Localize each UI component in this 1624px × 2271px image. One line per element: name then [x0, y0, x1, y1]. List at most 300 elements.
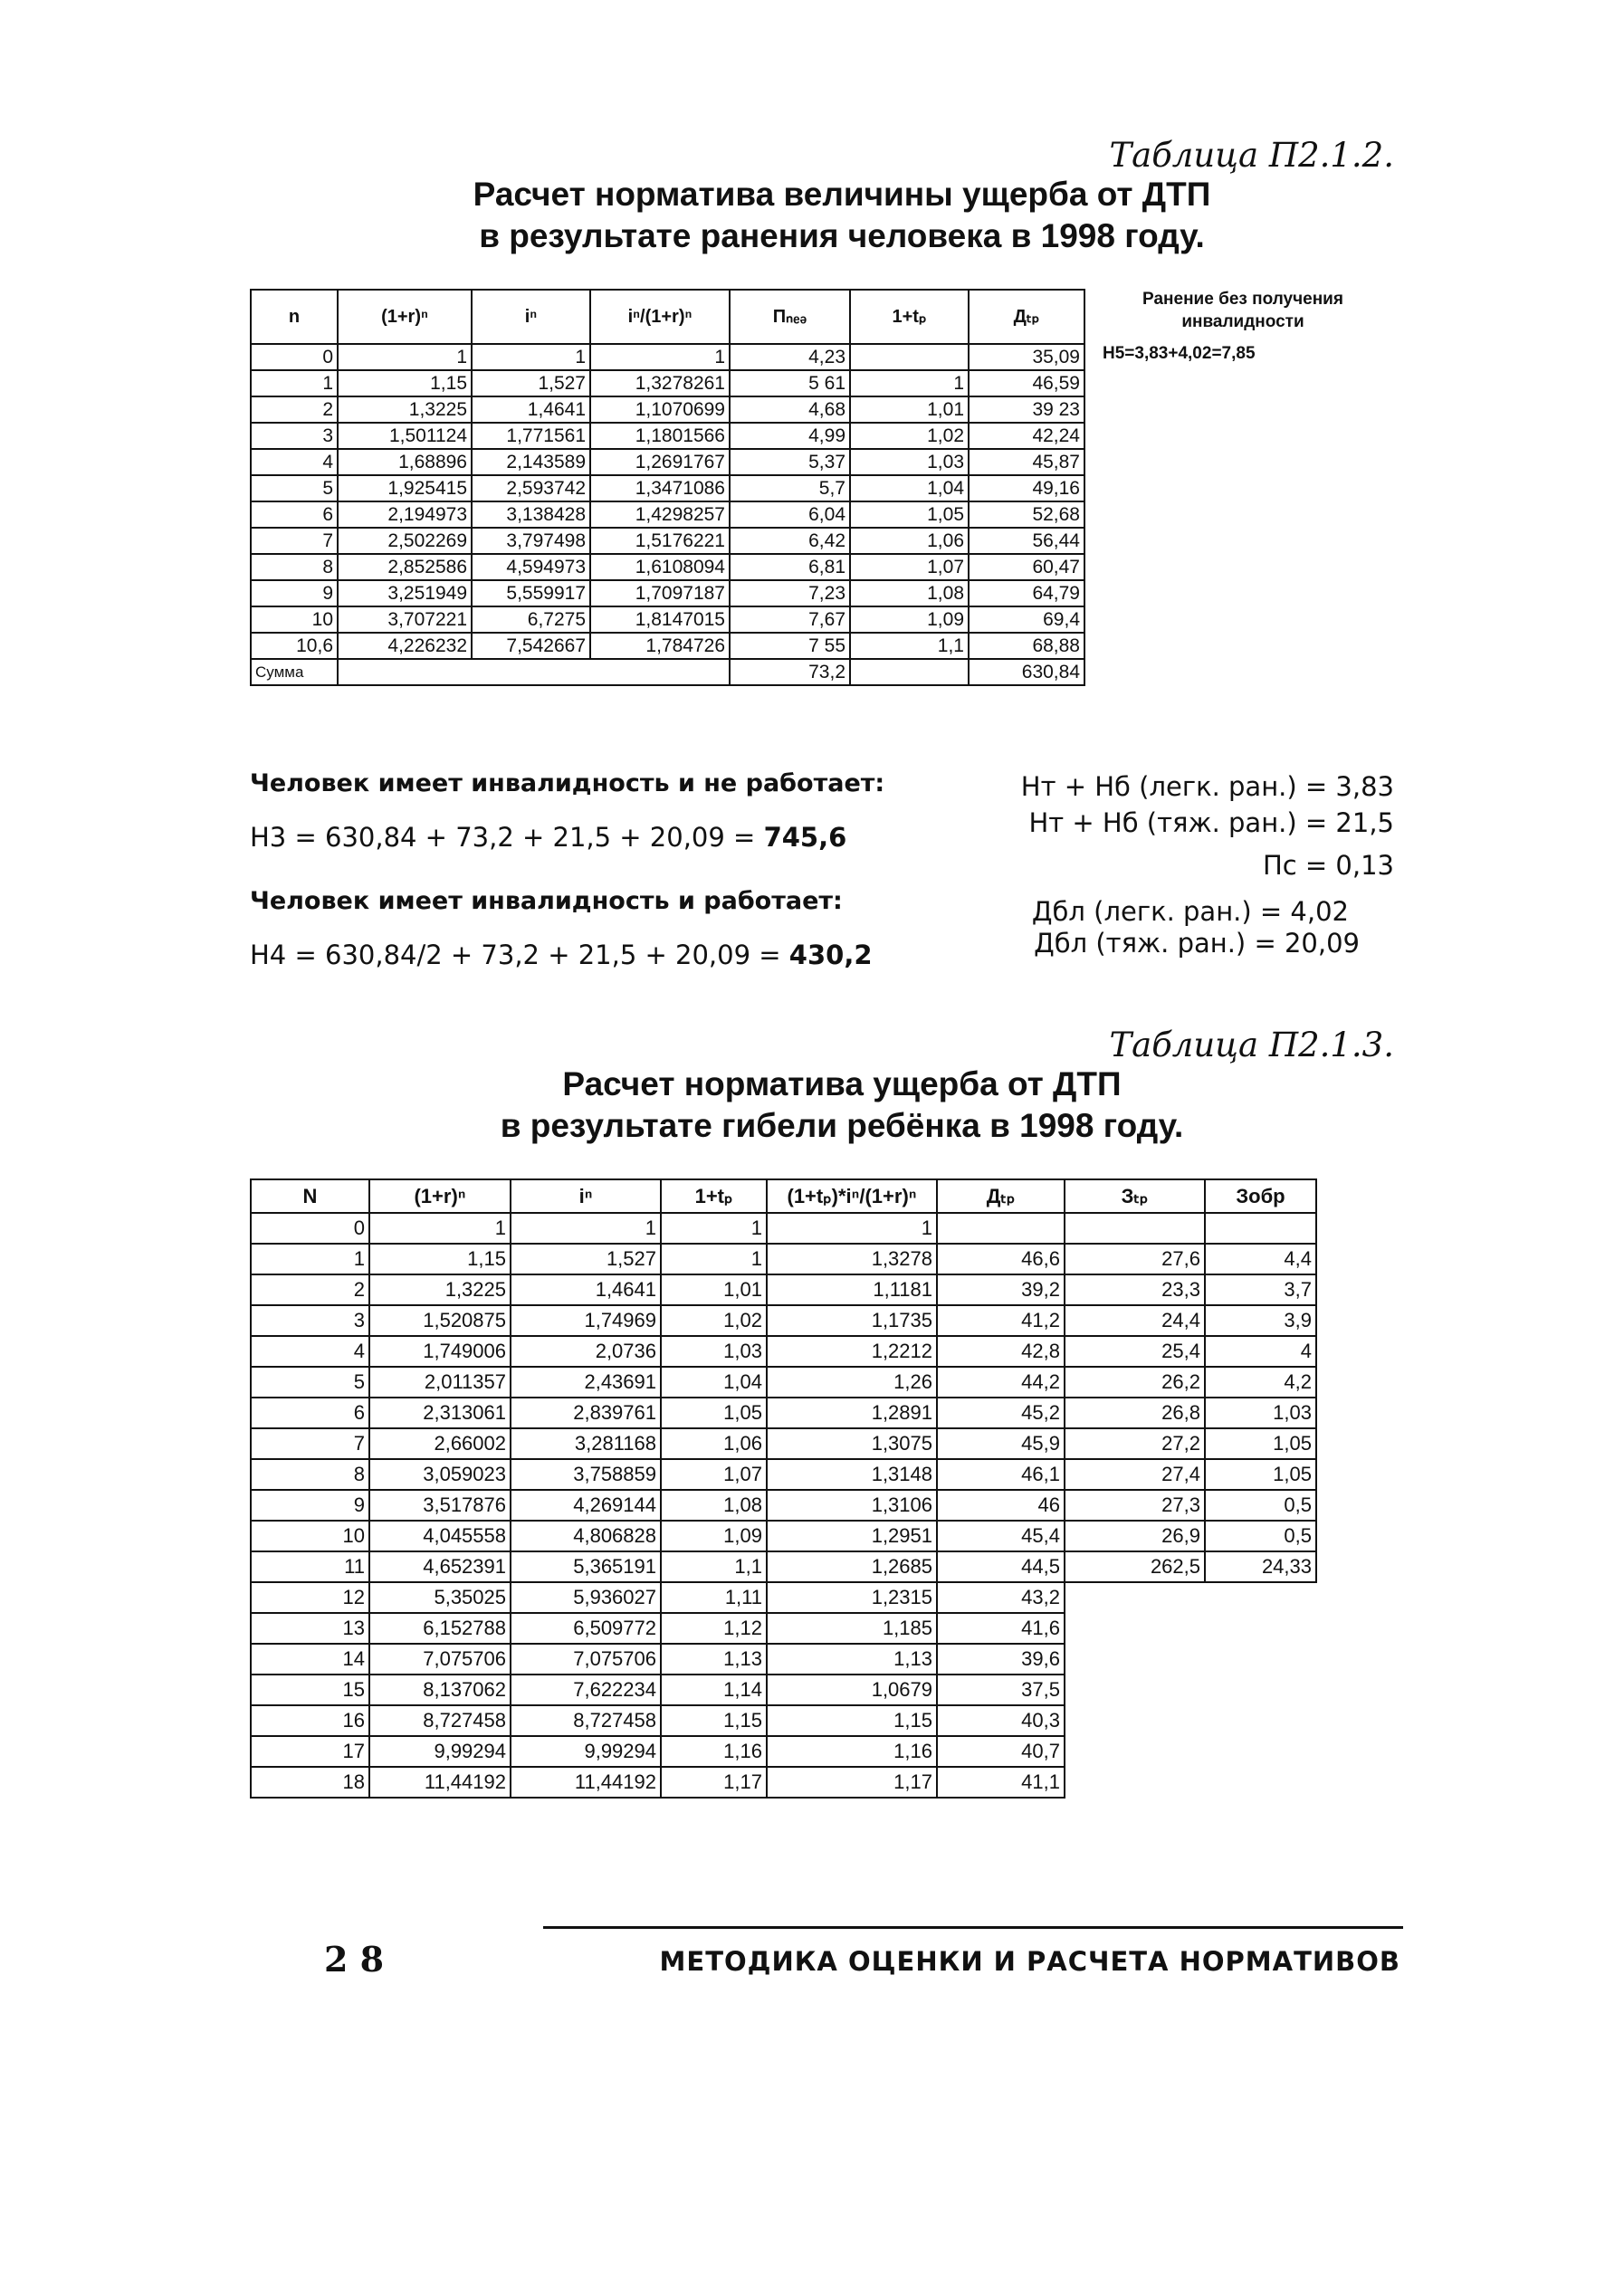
table2-row: [251, 1521, 1316, 1551]
table1-sum-d: 630,84: [969, 659, 1084, 685]
table1-cell: 1: [251, 370, 338, 396]
table2-row: [251, 1244, 1316, 1274]
table1-cell: 2: [251, 396, 338, 423]
table2-cell: [1065, 1582, 1205, 1613]
table2-cell: 4,269144: [511, 1490, 661, 1521]
table2-cell: 0: [251, 1213, 369, 1244]
table1-row: [251, 423, 1084, 449]
table1-cell: 1,02: [850, 423, 969, 449]
table2-cell: 1,16: [661, 1736, 767, 1767]
table2-header-cell: Зобр: [1205, 1179, 1316, 1213]
table1-cell: 1: [338, 344, 472, 370]
h4-formula-expr: Н4 = 630,84/2 + 73,2 + 21,5 + 20,09 =: [250, 940, 789, 970]
table2-cell: 17: [251, 1736, 369, 1767]
table2-cell: 23,3: [1065, 1274, 1205, 1305]
table1-cell: 60,47: [969, 554, 1084, 580]
table1-cell: 1: [850, 370, 969, 396]
table1-cell: 1,06: [850, 528, 969, 554]
table2-cell: 1,749006: [369, 1336, 511, 1367]
table1-cell: 1,3471086: [590, 475, 730, 501]
table1-sum-empty: [338, 659, 730, 685]
table2-row: [251, 1274, 1316, 1305]
table2-cell: 1,05: [661, 1398, 767, 1428]
table1-cell: 3,251949: [338, 580, 472, 606]
table2-row: [251, 1490, 1316, 1521]
table2-cell: [1065, 1213, 1205, 1244]
table2-row: [251, 1459, 1316, 1490]
table2-cell: 1,185: [767, 1613, 937, 1644]
table1-row: [251, 370, 1084, 396]
table2-header-cell: Дₜₚ: [937, 1179, 1065, 1213]
table2-cell: 1,13: [767, 1644, 937, 1675]
table1-cell: 6,04: [730, 501, 850, 528]
table1-header-cell: Дₜₚ: [969, 290, 1084, 344]
table1-cell: 1,15: [338, 370, 472, 396]
table1-header-row: [251, 290, 1084, 344]
table2-cell: 5,35025: [369, 1582, 511, 1613]
table1-note-formula: Н5=3,83+4,02=7,85: [1103, 344, 1256, 363]
table2-cell: 27,3: [1065, 1490, 1205, 1521]
table2-cell: 4,4: [1205, 1244, 1316, 1274]
table2-cell: 46,6: [937, 1244, 1065, 1274]
table2-cell: 7,622234: [511, 1675, 661, 1705]
table1-cell: 6,42: [730, 528, 850, 554]
table1-cell: [850, 344, 969, 370]
table1-cell: 1: [472, 344, 590, 370]
table2-row: [251, 1398, 1316, 1428]
table2-cell: 46: [937, 1490, 1065, 1521]
table2-header-cell: iⁿ: [511, 1179, 661, 1213]
table1-header-cell: 1+tₚ: [850, 290, 969, 344]
table2-cell: 1,2891: [767, 1398, 937, 1428]
table2-cell: 9: [251, 1490, 369, 1521]
table2-cell: 7,075706: [511, 1644, 661, 1675]
table1-note: [1103, 288, 1383, 333]
table2-cell: 7,075706: [369, 1644, 511, 1675]
table1-cell: 4,226232: [338, 633, 472, 659]
table1-row: [251, 344, 1084, 370]
table2-header-cell: Зₜₚ: [1065, 1179, 1205, 1213]
table2-cell: 26,2: [1065, 1367, 1205, 1398]
table1-cell: 2,593742: [472, 475, 590, 501]
table2-cell: 27,2: [1065, 1428, 1205, 1459]
table2-header-cell: (1+tₚ)*iⁿ/(1+r)ⁿ: [767, 1179, 937, 1213]
table2-cell: [1205, 1675, 1316, 1705]
table1-cell: 1,05: [850, 501, 969, 528]
table1-cell: 4,23: [730, 344, 850, 370]
table2-cell: 2,43691: [511, 1367, 661, 1398]
table2-cell: 1,13: [661, 1644, 767, 1675]
table2-cell: 39,2: [937, 1274, 1065, 1305]
table1-cell: 3,797498: [472, 528, 590, 554]
table2-cell: 1,17: [767, 1767, 937, 1798]
table2-cell: 5: [251, 1367, 369, 1398]
table1-sum-label: Сумма: [251, 659, 338, 685]
table2-cell: 3,758859: [511, 1459, 661, 1490]
table2-cell: [1065, 1736, 1205, 1767]
table1-caption: Таблица П2.1.2.: [1109, 136, 1394, 175]
table2: [250, 1178, 1317, 1799]
table1-cell: 5 61: [730, 370, 850, 396]
table2-cell: [1205, 1213, 1316, 1244]
table1-row: [251, 580, 1084, 606]
table2-cell: 37,5: [937, 1675, 1065, 1705]
table2-cell: 1,2212: [767, 1336, 937, 1367]
table1-row: [251, 475, 1084, 501]
table1-cell: 1,1: [850, 633, 969, 659]
table2-cell: 14: [251, 1644, 369, 1675]
table2-cell: 42,8: [937, 1336, 1065, 1367]
table2-title-line1: Расчет норматива ущерба от ДТП: [562, 1065, 1122, 1102]
table2-cell: 1,520875: [369, 1305, 511, 1336]
table2-cell: [1065, 1644, 1205, 1675]
table1-cell: 1,1801566: [590, 423, 730, 449]
table2-cell: 1,06: [661, 1428, 767, 1459]
table1-note-line2: инвалидности: [1181, 312, 1304, 331]
table2-cell: 1,01: [661, 1274, 767, 1305]
table1-cell: 5: [251, 475, 338, 501]
table1-cell: 2,852586: [338, 554, 472, 580]
table1-cell: 1,01: [850, 396, 969, 423]
table2-cell: 1: [369, 1213, 511, 1244]
table2-cell: 1,1735: [767, 1305, 937, 1336]
table2-cell: 10: [251, 1521, 369, 1551]
table2-cell: 9,99294: [369, 1736, 511, 1767]
table2-cell: 43,2: [937, 1582, 1065, 1613]
table2-cell: 3,7: [1205, 1274, 1316, 1305]
table2-cell: 8,727458: [369, 1705, 511, 1736]
table1-cell: 4,594973: [472, 554, 590, 580]
table2-cell: 1,02: [661, 1305, 767, 1336]
table2-cell: 1,15: [767, 1705, 937, 1736]
table2-title-line2: в результате гибели ребёнка в 1998 году.: [500, 1107, 1184, 1144]
table1-cell: 3,707221: [338, 606, 472, 633]
table1-cell: 1,07: [850, 554, 969, 580]
table2-cell: 0,5: [1205, 1521, 1316, 1551]
table2-cell: 44,5: [937, 1551, 1065, 1582]
table2-cell: 40,7: [937, 1736, 1065, 1767]
table1-cell: 35,09: [969, 344, 1084, 370]
table2-cell: 26,8: [1065, 1398, 1205, 1428]
table2-cell: 1,1: [661, 1551, 767, 1582]
table1-cell: 6: [251, 501, 338, 528]
table2-cell: 262,5: [1065, 1551, 1205, 1582]
right-formula-3: Пс = 0,13: [1262, 850, 1394, 881]
table2-cell: 1,3106: [767, 1490, 937, 1521]
table2-cell: 0,5: [1205, 1490, 1316, 1521]
table1-cell: 4,68: [730, 396, 850, 423]
table2-cell: 11,44192: [369, 1767, 511, 1798]
table2-cell: [1205, 1705, 1316, 1736]
table2-cell: 41,1: [937, 1767, 1065, 1798]
table2-cell: 1,07: [661, 1459, 767, 1490]
table2-cell: [1205, 1736, 1316, 1767]
table2-header-row: [251, 1179, 1316, 1213]
table2-cell: 1,3075: [767, 1428, 937, 1459]
table1-cell: 1,09: [850, 606, 969, 633]
table1-cell: 9: [251, 580, 338, 606]
table1-title: [435, 174, 1249, 257]
table2-cell: 40,3: [937, 1705, 1065, 1736]
table1-cell: 4,99: [730, 423, 850, 449]
table2-cell: 27,4: [1065, 1459, 1205, 1490]
table2-cell: [1205, 1582, 1316, 1613]
table1-row: [251, 396, 1084, 423]
table1-cell: 2,143589: [472, 449, 590, 475]
h4-result: 430,2: [788, 940, 873, 970]
table2-row: [251, 1644, 1316, 1675]
table1-cell: 1,4641: [472, 396, 590, 423]
table2-row: [251, 1767, 1316, 1798]
table2-cell: 1,15: [661, 1705, 767, 1736]
table1-cell: 64,79: [969, 580, 1084, 606]
table1-row: [251, 554, 1084, 580]
table1-cell: 8: [251, 554, 338, 580]
table2-row: [251, 1305, 1316, 1336]
table2-cell: 1,0679: [767, 1675, 937, 1705]
table2-cell: 1,527: [511, 1244, 661, 1274]
table2-cell: 1,1181: [767, 1274, 937, 1305]
right-formula-4: Дбл (легк. ран.) = 4,02: [1031, 896, 1349, 927]
table2-cell: 6: [251, 1398, 369, 1428]
page-number: 2 8: [324, 1939, 385, 1980]
table2-cell: 13: [251, 1613, 369, 1644]
table2-cell: 1,16: [767, 1736, 937, 1767]
table1-cell: 1,7097187: [590, 580, 730, 606]
table1-cell: 52,68: [969, 501, 1084, 528]
table2-cell: 11: [251, 1551, 369, 1582]
table1-cell: 5,559917: [472, 580, 590, 606]
table2-row: [251, 1582, 1316, 1613]
table1-cell: 10,6: [251, 633, 338, 659]
table1-sum-p: 73,2: [730, 659, 850, 685]
table2-cell: [1205, 1644, 1316, 1675]
table2-cell: 1,05: [1205, 1459, 1316, 1490]
table1-note-line1: Ранение без получения: [1142, 290, 1343, 309]
table1-row: [251, 633, 1084, 659]
table2-cell: [1065, 1705, 1205, 1736]
table2-cell: 15: [251, 1675, 369, 1705]
table1-cell: 2,194973: [338, 501, 472, 528]
table1-row: [251, 606, 1084, 633]
table2-row: [251, 1336, 1316, 1367]
h3-result: 745,6: [763, 822, 847, 853]
table2-cell: [937, 1213, 1065, 1244]
table2-cell: 1,2685: [767, 1551, 937, 1582]
table1-cell: 1,8147015: [590, 606, 730, 633]
h3-formula: [250, 822, 846, 853]
table1-cell: 68,88: [969, 633, 1084, 659]
footer-rule: [543, 1926, 1403, 1929]
table2-cell: 45,4: [937, 1521, 1065, 1551]
h4-heading: Человек имеет инвалидность и работает:: [250, 887, 843, 915]
table2-cell: 1,26: [767, 1367, 937, 1398]
table2-cell: 16: [251, 1705, 369, 1736]
table2-cell: 2,839761: [511, 1398, 661, 1428]
table2-cell: 46,1: [937, 1459, 1065, 1490]
table1-cell: 1: [590, 344, 730, 370]
table1-cell: 1,771561: [472, 423, 590, 449]
table2-cell: 1,03: [661, 1336, 767, 1367]
table2-cell: 1: [251, 1244, 369, 1274]
table2-cell: 3,517876: [369, 1490, 511, 1521]
table1-header-cell: iⁿ/(1+r)ⁿ: [590, 290, 730, 344]
table2-cell: 1,2315: [767, 1582, 937, 1613]
table1-cell: 1,2691767: [590, 449, 730, 475]
table2-cell: 3,281168: [511, 1428, 661, 1459]
h3-heading: Человек имеет инвалидность и не работает:: [250, 769, 885, 797]
table2-cell: 1,08: [661, 1490, 767, 1521]
table1-cell: 5,37: [730, 449, 850, 475]
table1-cell: 1,68896: [338, 449, 472, 475]
table2-caption: Таблица П2.1.3.: [1109, 1026, 1394, 1064]
table2-cell: 1,14: [661, 1675, 767, 1705]
table1-cell: 4: [251, 449, 338, 475]
table1-cell: 46,59: [969, 370, 1084, 396]
table2-cell: 1: [767, 1213, 937, 1244]
table2-cell: 1,74969: [511, 1305, 661, 1336]
table1-cell: 49,16: [969, 475, 1084, 501]
table2-cell: 9,99294: [511, 1736, 661, 1767]
table2-cell: 1,4641: [511, 1274, 661, 1305]
right-formula-2: Нт + Нб (тяж. ран.) = 21,5: [1028, 807, 1394, 838]
table1-cell: 1,4298257: [590, 501, 730, 528]
table2-cell: 1,3278: [767, 1244, 937, 1274]
table2-cell: 1,09: [661, 1521, 767, 1551]
table2-cell: 5,365191: [511, 1551, 661, 1582]
table1-cell: 1,1070699: [590, 396, 730, 423]
table1-header-cell: iⁿ: [472, 290, 590, 344]
table2-cell: 2,011357: [369, 1367, 511, 1398]
table1-cell: 6,81: [730, 554, 850, 580]
table1-row: [251, 449, 1084, 475]
table1-cell: 1,3278261: [590, 370, 730, 396]
table1-cell: 1,501124: [338, 423, 472, 449]
table2-cell: 41,2: [937, 1305, 1065, 1336]
table2-cell: 4,652391: [369, 1551, 511, 1582]
table2-cell: 4,045558: [369, 1521, 511, 1551]
table1-sum-row: [251, 659, 1084, 685]
table1-cell: 3: [251, 423, 338, 449]
table1-cell: 7,542667: [472, 633, 590, 659]
table1-cell: 1,3225: [338, 396, 472, 423]
right-formula-5: Дбл (тяж. ран.) = 20,09: [1034, 928, 1360, 959]
table2-header-cell: (1+r)ⁿ: [369, 1179, 511, 1213]
table2-cell: 1,04: [661, 1367, 767, 1398]
table2-cell: 3,059023: [369, 1459, 511, 1490]
table2-cell: 8: [251, 1459, 369, 1490]
table2-cell: 3,9: [1205, 1305, 1316, 1336]
table2-cell: 1,3148: [767, 1459, 937, 1490]
table2-row: [251, 1213, 1316, 1244]
table1-cell: 42,24: [969, 423, 1084, 449]
table2-cell: 44,2: [937, 1367, 1065, 1398]
table2-cell: 41,6: [937, 1613, 1065, 1644]
table1-cell: 2,502269: [338, 528, 472, 554]
table2-cell: 6,509772: [511, 1613, 661, 1644]
table1-cell: 45,87: [969, 449, 1084, 475]
table1-cell: 56,44: [969, 528, 1084, 554]
table1-header-cell: n: [251, 290, 338, 344]
table2-cell: 11,44192: [511, 1767, 661, 1798]
table1-cell: 6,7275: [472, 606, 590, 633]
table2-cell: 1,12: [661, 1613, 767, 1644]
table2-cell: 2: [251, 1274, 369, 1305]
table1-title-line2: в результате ранения человека в 1998 году.: [479, 217, 1205, 254]
table1-cell: 3,138428: [472, 501, 590, 528]
table2-cell: 4,2: [1205, 1367, 1316, 1398]
table2-cell: [1065, 1675, 1205, 1705]
table2-cell: 45,9: [937, 1428, 1065, 1459]
table1-cell: 7,23: [730, 580, 850, 606]
table1-cell: 1,6108094: [590, 554, 730, 580]
table1-cell: 7 55: [730, 633, 850, 659]
table1-cell: 1,04: [850, 475, 969, 501]
table1-row: [251, 528, 1084, 554]
table2-row: [251, 1428, 1316, 1459]
table1-cell: 1,527: [472, 370, 590, 396]
table1-header-cell: (1+r)ⁿ: [338, 290, 472, 344]
table2-cell: [1065, 1613, 1205, 1644]
table1-cell: 5,7: [730, 475, 850, 501]
table2-cell: 1,2951: [767, 1521, 937, 1551]
table2-cell: 45,2: [937, 1398, 1065, 1428]
table2-cell: [1205, 1613, 1316, 1644]
table2-cell: 24,4: [1065, 1305, 1205, 1336]
table1-cell: 39 23: [969, 396, 1084, 423]
table1-header-cell: Пₙₑₔ: [730, 290, 850, 344]
table2-row: [251, 1736, 1316, 1767]
table2-cell: 1,05: [1205, 1428, 1316, 1459]
right-formula-1: Нт + Нб (легк. ран.) = 3,83: [1020, 771, 1394, 802]
table2-row: [251, 1551, 1316, 1582]
h3-formula-expr: Н3 = 630,84 + 73,2 + 21,5 + 20,09 =: [250, 822, 764, 853]
table2-cell: 27,6: [1065, 1244, 1205, 1274]
table1-cell: 1,08: [850, 580, 969, 606]
table1-title-line1: Расчет норматива величины ущерба от ДТП: [473, 176, 1211, 213]
table2-cell: 1,17: [661, 1767, 767, 1798]
table2-cell: 1,15: [369, 1244, 511, 1274]
table2-row: [251, 1675, 1316, 1705]
table2-cell: 1,11: [661, 1582, 767, 1613]
table1-cell: 7: [251, 528, 338, 554]
table2-cell: 4: [1205, 1336, 1316, 1367]
table2-cell: 4: [251, 1336, 369, 1367]
table2-header-cell: 1+tₚ: [661, 1179, 767, 1213]
table2-title: [435, 1064, 1249, 1147]
table1-cell: 1,5176221: [590, 528, 730, 554]
table1-sum-empty: [850, 659, 969, 685]
table2-cell: 3: [251, 1305, 369, 1336]
table2-cell: 8,727458: [511, 1705, 661, 1736]
table1-cell: 1,925415: [338, 475, 472, 501]
table2-cell: 6,152788: [369, 1613, 511, 1644]
table2-cell: 5,936027: [511, 1582, 661, 1613]
table2-cell: [1205, 1767, 1316, 1798]
table2-cell: 2,313061: [369, 1398, 511, 1428]
table2-cell: 18: [251, 1767, 369, 1798]
table1-cell: 0: [251, 344, 338, 370]
table2-cell: 1: [661, 1213, 767, 1244]
table2-cell: 1,03: [1205, 1398, 1316, 1428]
table2-cell: 39,6: [937, 1644, 1065, 1675]
table2-row: [251, 1705, 1316, 1736]
table1-cell: 1,03: [850, 449, 969, 475]
running-title: МЕТОДИКА ОЦЕНКИ И РАСЧЕТА НОРМАТИВОВ: [659, 1946, 1400, 1977]
table2-cell: 1: [511, 1213, 661, 1244]
table1-cell: 1,784726: [590, 633, 730, 659]
table2-cell: 4,806828: [511, 1521, 661, 1551]
